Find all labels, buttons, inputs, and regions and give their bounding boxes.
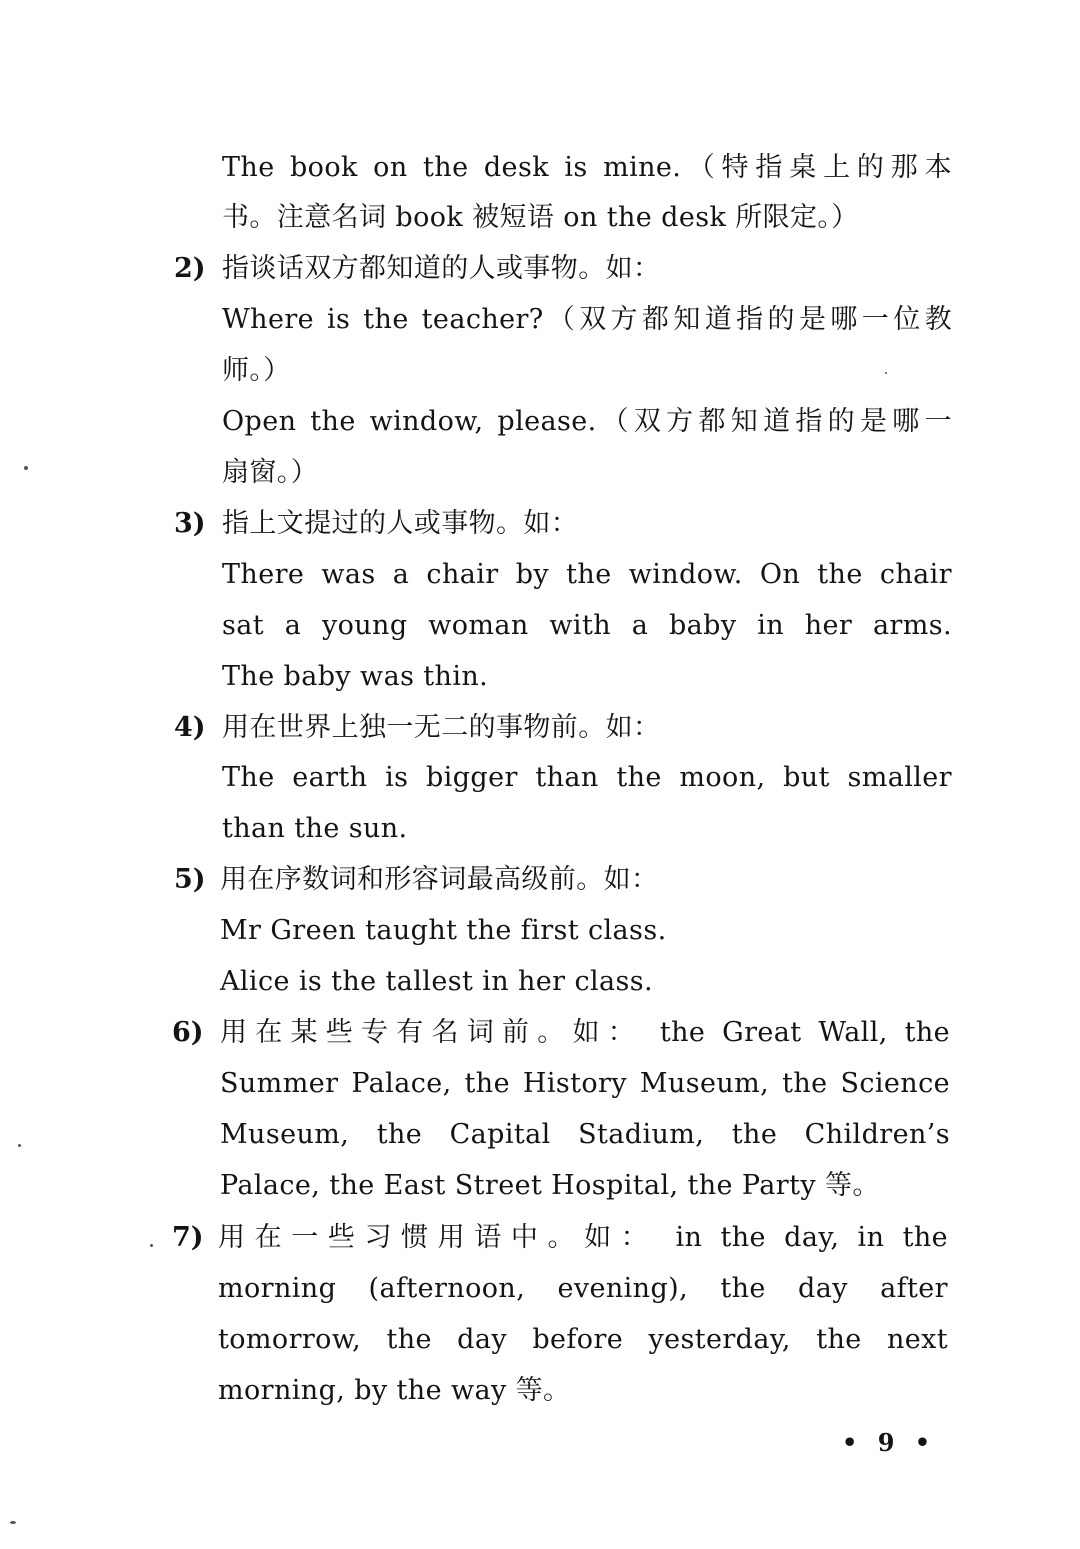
example-line: Palace, the East Street Hospital, the Party 等。 [220,1170,880,1201]
example-line: morning (afternoon, evening), the day after [218,1273,948,1304]
example-line: 扇窗。） [222,457,319,488]
example-line: tomorrow, the day before yesterday, the next [218,1324,948,1355]
item-number: 7) [172,1222,204,1253]
scan-speck [24,466,28,470]
scan-speck [885,372,887,374]
example-line: Museum, the Capital Stadium, the Children’s [220,1119,950,1150]
item-number: 4) [174,712,206,743]
item-number: 5) [174,864,206,895]
scan-speck [150,1244,153,1247]
item-heading: 指上文提过的人或事物。如： [222,508,579,539]
item-heading: 用在世界上独一无二的事物前。如： [222,712,661,743]
example-line: Summer Palace, the History Museum, the Science [220,1068,950,1099]
item-number: 6) [172,1017,204,1048]
example-line: Mr Green taught the first class. [220,915,667,946]
example-line: than the sun. [222,813,408,844]
example-line: Open the window, please.（双方都知道指的是哪一 [222,406,952,437]
item-heading: 用在序数词和形容词最高级前。如： [220,864,659,895]
item-number: 3) [174,508,206,539]
item-heading: 指谈话双方都知道的人或事物。如： [222,253,661,284]
example-line: Alice is the tallest in her class. [220,966,654,997]
text-line: 书。注意名词 book 被短语 on the desk 所限定。） [222,202,859,233]
item-heading: 用在某些专有名词前。如： the Great Wall, the [220,1017,950,1048]
example-line: 师。） [222,355,291,386]
example-line: The baby was thin. [222,661,489,692]
item-heading: 用在一些习惯用语中。如： in the day, in the [218,1222,948,1253]
item-number: 2) [174,253,206,284]
example-line: There was a chair by the window. On the chair [222,559,952,590]
example-line: The earth is bigger than the moon, but smaller [222,762,952,793]
example-line: sat a young woman with a baby in her arms. [222,610,952,641]
page-number: • 9 • [842,1428,937,1457]
scan-speck [10,1521,16,1524]
example-line: morning, by the way 等。 [218,1375,571,1406]
text-line: The book on the desk is mine.（特指桌上的那本 [222,152,952,183]
scan-speck [18,1144,21,1147]
example-line: Where is the teacher?（双方都知道指的是哪一位教 [222,304,952,335]
